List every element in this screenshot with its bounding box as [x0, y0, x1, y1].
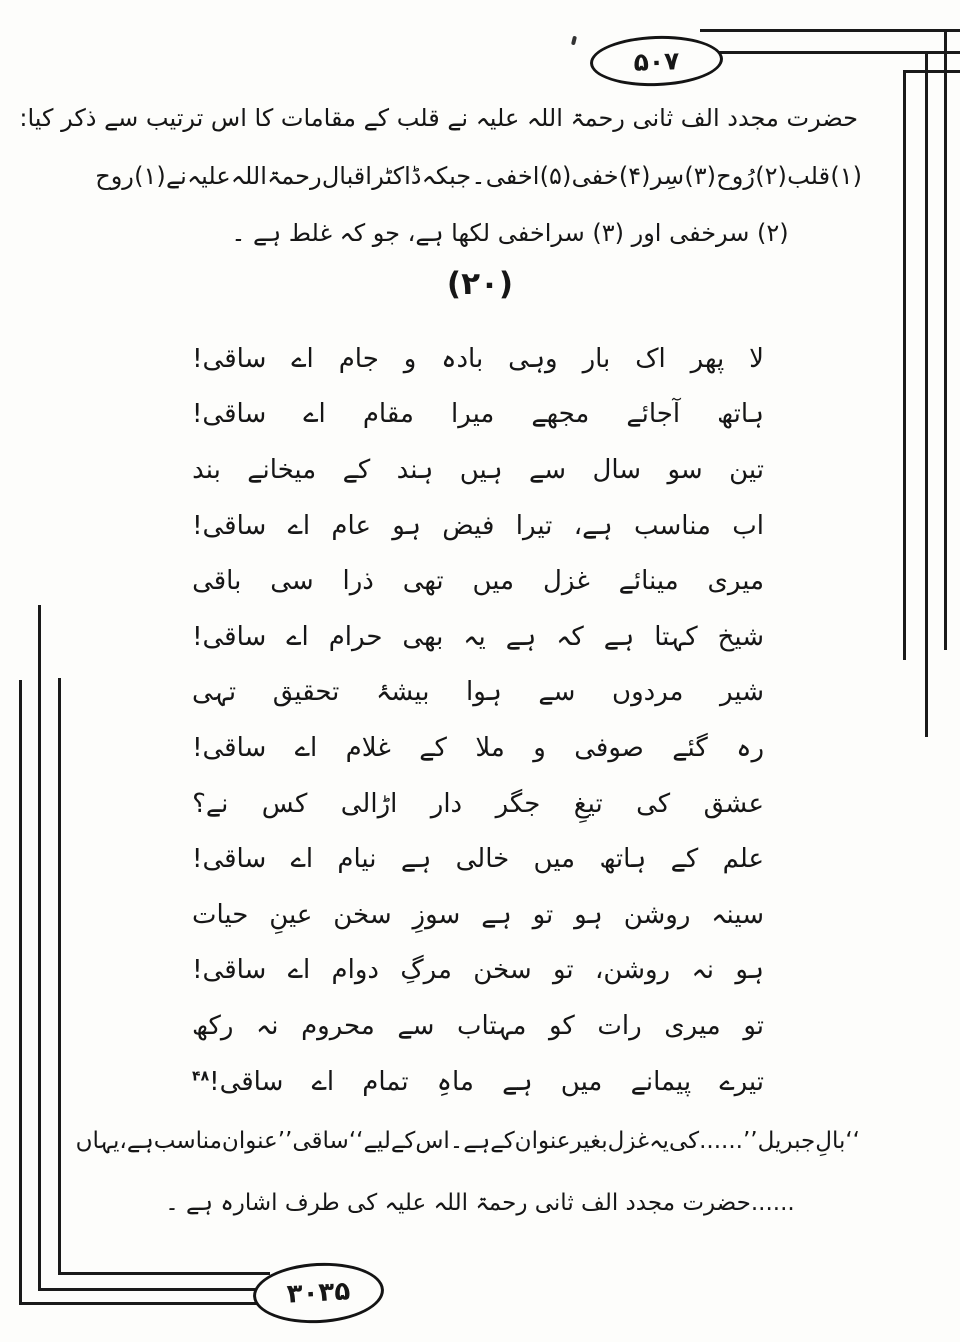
poem-word: ہوا — [466, 677, 502, 708]
poem-word: تیغِ — [573, 788, 603, 819]
poem — [192, 331, 764, 1109]
poem-word: ہو — [735, 955, 764, 986]
word: اخفی — [485, 162, 540, 190]
word: اللہ — [230, 162, 267, 190]
poem-word: عینِ — [269, 899, 313, 930]
word: (۱) — [134, 162, 166, 190]
word: (۱) — [830, 162, 862, 190]
poem-word: ہے — [502, 1066, 533, 1097]
poem-word: سوزِ — [412, 899, 461, 930]
poem-word: کے — [419, 732, 447, 763]
scan-noise-mark — [571, 36, 577, 46]
poem-word: سخن — [333, 899, 392, 930]
poem-line — [192, 665, 764, 721]
word: کے — [490, 1128, 515, 1154]
poem-word: خالی — [455, 844, 510, 875]
poem-word: سے — [397, 1010, 435, 1041]
poem-line — [192, 609, 764, 665]
poem-word: تمام — [362, 1066, 409, 1097]
poem-word: مرگِ — [400, 955, 452, 986]
word: عنوان — [514, 1128, 571, 1154]
poem-word: رات — [597, 1010, 642, 1041]
poem-line — [192, 720, 764, 776]
word: لیے — [363, 1128, 391, 1154]
poem-word: کہ — [556, 621, 584, 652]
poem-word: میں — [533, 844, 576, 875]
poem-word: ہیں — [459, 454, 503, 485]
poem-word: اے — [294, 732, 318, 763]
word: (۴) — [618, 162, 651, 190]
right-border-inner-vertical — [903, 70, 906, 660]
top-border-middle-horizontal — [713, 51, 960, 54]
poem-line — [192, 776, 764, 832]
footnote-marker: ۴۸ — [192, 1067, 210, 1084]
word: ہے — [463, 1128, 491, 1154]
word: علیہ — [187, 162, 231, 190]
poem-word: ہاتھ — [599, 844, 647, 875]
poem-word: اے — [303, 399, 326, 430]
page-number-top: ۵۰۷ — [633, 45, 680, 77]
word: جبکہ — [421, 162, 472, 190]
poem-word: اے — [286, 621, 309, 652]
section-heading: (۲۰) — [446, 266, 514, 302]
poem-word: تین — [729, 454, 764, 485]
poem-word: تو — [743, 1010, 764, 1041]
word: رحمۃ — [267, 162, 322, 190]
footnote-line-1 — [75, 1128, 860, 1154]
word: اقبال — [321, 162, 372, 190]
word: ہے، — [119, 1128, 154, 1154]
left-border-middle-vertical — [38, 605, 41, 1291]
word: جبریل’’......کی — [668, 1128, 816, 1154]
poem-word: میری — [707, 566, 764, 597]
poem-word: کی — [636, 788, 671, 819]
word: روح — [95, 162, 134, 190]
poem-word: ہو — [574, 899, 603, 930]
poem-word: رکھ — [192, 1010, 234, 1041]
poem-word: کے — [342, 454, 371, 485]
poem-word: ماہِ — [436, 1066, 474, 1097]
word: نے — [166, 162, 187, 190]
poem-line — [192, 887, 764, 943]
poem-word: کے — [670, 844, 699, 875]
right-border-middle-vertical — [925, 51, 928, 737]
word: ۔اس — [415, 1128, 464, 1154]
poem-word: اک — [635, 343, 666, 374]
word: ‘‘ساقی’’ — [277, 1128, 364, 1154]
intro-line-1: حضرت مجدد الف ثانی رحمۃ اللہ علیہ نے قلب کے مقامات کا اس ترتیب سے ذکر کیا: — [19, 104, 858, 132]
poem-word: مجھے — [531, 399, 590, 430]
poem-word: سو — [667, 454, 703, 485]
poem-word: مردوں — [611, 677, 684, 708]
word: کے — [390, 1128, 416, 1154]
poem-word: و — [533, 732, 546, 763]
poem-word: نے؟ — [192, 788, 229, 819]
poem-word: نہ — [691, 955, 714, 986]
intro-line-2 — [95, 162, 862, 190]
poem-word: اے — [287, 955, 311, 986]
word: رُوح — [716, 162, 755, 190]
poem-word: بادہ — [441, 343, 484, 374]
bottom-border-outer-horizontal — [19, 1302, 265, 1305]
poem-word: نہ — [255, 1010, 279, 1041]
poem-word: ساقی! — [192, 399, 267, 430]
poem-word: یہ — [463, 621, 486, 652]
poem-word: اے — [291, 343, 314, 374]
poem-word: اے — [287, 510, 311, 541]
poem-word: ہاتھ — [717, 399, 764, 430]
word: خفی — [571, 162, 619, 190]
poem-word: میں — [472, 566, 515, 597]
poem-word: تیرے — [719, 1066, 764, 1097]
poem-word: ساقی! — [192, 510, 267, 541]
poem-word: علم — [722, 844, 764, 875]
poem-word: میخانے — [247, 454, 317, 485]
poem-word: روشن، — [595, 955, 671, 986]
poem-word: میرا — [451, 399, 495, 430]
word: عنوان — [221, 1128, 278, 1154]
poem-word: تو — [553, 955, 574, 986]
poem-word: مینائے — [618, 566, 679, 597]
word: قلب — [787, 162, 831, 190]
poem-line — [192, 442, 764, 498]
poem-word: دوام — [331, 955, 379, 986]
poem-word: سی — [270, 566, 314, 597]
poem-line — [192, 998, 764, 1054]
poem-word: نیام — [337, 844, 377, 875]
poem-word: پھر — [690, 343, 725, 374]
poem-word: غلام — [345, 732, 391, 763]
poem-line — [192, 498, 764, 554]
poem-word: تیرا — [515, 510, 553, 541]
poem-word: تہی — [192, 677, 237, 708]
poem-word: سینہ — [711, 899, 764, 930]
word: سِر — [650, 162, 685, 190]
poem-word: اڑالی — [340, 788, 398, 819]
poem-word: ہے، — [573, 510, 613, 541]
word: یہاں — [75, 1128, 120, 1154]
word: ‘‘بالِ — [815, 1128, 860, 1154]
poem-line — [192, 553, 764, 609]
poem-word: بار — [582, 343, 611, 374]
poem-word: وہی — [508, 343, 558, 374]
poem-word: ہے — [481, 899, 512, 930]
poem-line — [192, 943, 764, 999]
poem-word: سے — [529, 454, 567, 485]
poem-line — [192, 387, 764, 443]
poem-word: عام — [331, 510, 371, 541]
poem-word: گئے — [672, 732, 708, 763]
poem-word: ہے — [505, 621, 537, 652]
poem-word: ساقی! — [192, 955, 267, 986]
poem-word: ساقی!$^{۴۸}$ — [192, 1066, 284, 1097]
poem-word: بھی — [402, 621, 444, 652]
poem-word: آجائے — [626, 399, 681, 430]
page-number-cartouche-top — [589, 34, 724, 89]
poem-word: حیات — [192, 899, 249, 930]
poem-word: صوفی — [574, 732, 644, 763]
poem-word: ملا — [475, 732, 505, 763]
word: (۳) — [684, 162, 716, 190]
word: مناسب — [153, 1128, 222, 1154]
top-border-inner-horizontal — [903, 70, 960, 73]
word: یہ — [649, 1128, 669, 1154]
poem-word: تو — [532, 899, 554, 930]
word: غزل — [607, 1128, 650, 1154]
poem-word: اب — [732, 510, 764, 541]
poem-word: ذرا — [342, 566, 374, 597]
poem-word: جام — [338, 343, 379, 374]
poem-word: روشن — [623, 899, 691, 930]
poem-word: شیخ — [717, 621, 764, 652]
poem-word: ساقی! — [192, 621, 267, 652]
poem-line — [192, 1054, 764, 1110]
poem-word: تھی — [402, 566, 444, 597]
footnote-line-2: ......حضرت مجدد الف ثانی رحمۃ اللہ علیہ کی طرف اشارہ ہے ۔ — [165, 1190, 795, 1216]
poem-word: تحقیق — [272, 677, 340, 708]
poem-word: ہند — [396, 454, 434, 485]
poem-word: میری — [664, 1010, 721, 1041]
poem-word: محروم — [301, 1010, 375, 1041]
poem-word: فیض — [442, 510, 495, 541]
bottom-border-inner-horizontal — [58, 1272, 270, 1275]
poem-word: پیمانے — [630, 1066, 692, 1097]
poem-word: کہتا — [654, 621, 698, 652]
left-border-outer-vertical — [19, 680, 22, 1305]
poem-word: شیر — [720, 677, 764, 708]
page-number-bottom: ۳۰۳۵ — [286, 1276, 351, 1310]
left-border-inner-vertical — [58, 678, 61, 1275]
poem-word: حرام — [328, 621, 383, 652]
poem-word: کو — [549, 1010, 575, 1041]
poem-word: غزل — [542, 566, 590, 597]
bottom-border-middle-horizontal — [38, 1288, 260, 1291]
poem-word: ہو — [392, 510, 421, 541]
poem-word: رہ — [736, 732, 764, 763]
poem-word: میں — [560, 1066, 603, 1097]
poem-word: ساقی! — [192, 844, 267, 875]
poem-word: جگر — [495, 788, 541, 819]
poem-word: و — [403, 343, 417, 374]
poem-line — [192, 331, 764, 387]
poem-word: ہے — [603, 621, 635, 652]
poem-word: سال — [592, 454, 642, 485]
poem-word: عشق — [703, 788, 764, 819]
poem-word: سخن — [473, 955, 532, 986]
poem-word: دار — [430, 788, 463, 819]
poem-word: ہے — [400, 844, 432, 875]
poem-word: کس — [261, 788, 308, 819]
poem-word: بند — [192, 454, 221, 485]
poem-word: باقی — [192, 566, 242, 597]
word: ۔ — [471, 162, 486, 190]
poem-word: سے — [538, 677, 576, 708]
poem-word: اے — [290, 844, 314, 875]
poem-word: ساقی! — [192, 343, 267, 374]
poem-word: ساقی! — [192, 732, 267, 763]
page-number-cartouche-bottom — [252, 1260, 386, 1327]
intro-line-3: (۲) سرخفی اور (۳) سراخفی لکھا ہے، جو کہ غلط ہے ۔ — [231, 219, 789, 247]
word: (۲) — [755, 162, 787, 190]
poem-line — [192, 831, 764, 887]
right-border-outer-vertical — [944, 29, 947, 650]
poem-word: اے — [311, 1066, 335, 1097]
poem-word: لا — [749, 343, 764, 374]
word: بغیر — [570, 1128, 608, 1154]
word: (۵) — [539, 162, 572, 190]
poem-word: مقام — [362, 399, 414, 430]
top-border-outer-horizontal — [700, 29, 960, 32]
poem-word: مہتاب — [457, 1010, 527, 1041]
poem-word: بیشۂ — [375, 677, 430, 708]
word: ڈاکٹر — [372, 162, 422, 190]
poem-word: مناسب — [633, 510, 711, 541]
